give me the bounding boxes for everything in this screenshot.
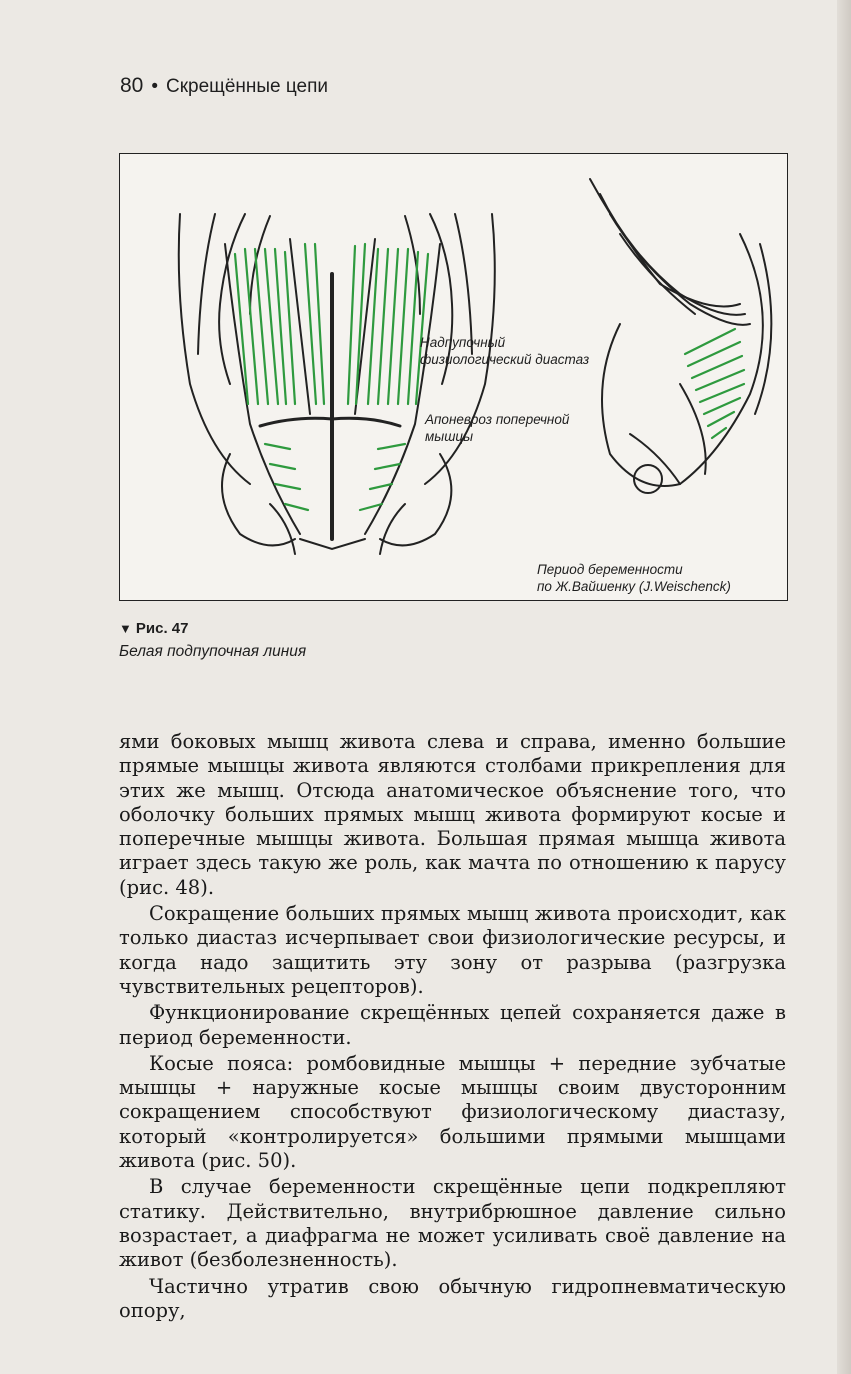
paragraph: Частично утратив свою обычную гидропневматическую опору,: [119, 1274, 786, 1322]
page-edge: [837, 0, 851, 1374]
paragraph: Сокращение больших прямых мышц живота происходит, как только диастаз исчерпывает свои физиологические ресурсы, и когда надо защитить эту зону от разрыва (разгрузка чувствительных рецепторов).: [119, 902, 786, 998]
triangle-marker-icon: ▼: [119, 621, 132, 636]
figure-number: ▼ Рис. 47: [119, 620, 189, 637]
page-number: 80: [120, 74, 144, 97]
paragraph: ями боковых мышц живота слева и справа, именно большие прямые мышцы живота являются столбами прикрепления для этих же мышц. Отсюда анатомическое объяснение того, что оболочку больших прямых мышц живота формируют косые и поперечные мышцы живота. Большая прямая мышца живота играет здесь такую же роль, как мачта по отношению к парусу (рис. 48).: [119, 730, 786, 899]
paragraph: Функционирование скрещённых цепей сохраняется даже в период беременности.: [119, 1001, 786, 1049]
label-transverse-aponeurosis: Апоневроз поперечной мышцы: [425, 412, 570, 444]
running-head: [120, 74, 328, 98]
header-separator: •: [151, 76, 159, 97]
label-suprapubic-diastasis: Надпупочный физиологический диастаз: [420, 335, 590, 367]
body-text: [119, 730, 786, 1325]
figure-47: [119, 153, 788, 601]
anatomy-illustration: [120, 154, 787, 600]
figure-caption: Белая подпупочная линия: [119, 643, 307, 660]
paragraph: В случае беременности скрещённые цепи подкрепляют статику. Действительно, внутрибрюшное давление сильно возрастает, а диафрагма не может усиливать своё давление на живот (безболезненность).: [119, 1175, 786, 1272]
label-pregnancy-period: Период беременности по Ж.Вайшенку (J.Weischenck): [537, 562, 731, 594]
chapter-title: Скрещённые цепи: [166, 76, 329, 97]
paragraph: Косые пояса: ромбовидные мышцы + передние зубчатые мышцы + наружные косые мышцы своим двусторонним сокращением способствуют физиологическому диастазу, который «контролируется» большими прямыми мышцами живота (рис. 50).: [119, 1051, 786, 1173]
